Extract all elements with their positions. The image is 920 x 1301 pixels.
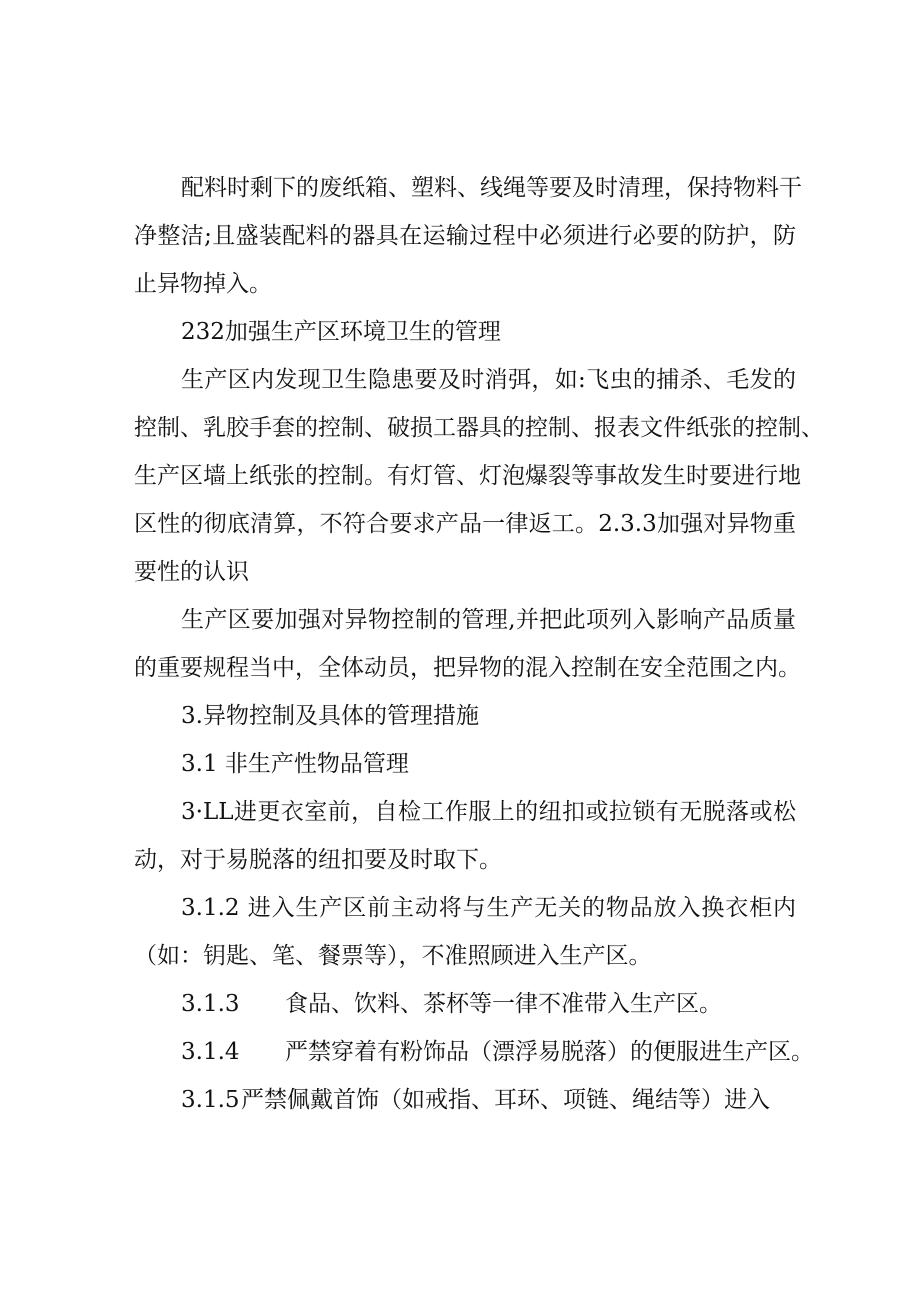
- item-text: 严禁佩戴首饰（如戒指、耳环、项链、绳结等）进入: [241, 1087, 770, 1113]
- paragraph-line: （如：钥匙、笔、餐票等），不准照顾进入生产区。: [134, 943, 652, 969]
- paragraph-line: 配料时剩下的废纸箱、塑料、线绳等要及时清理，保持物料干: [181, 175, 802, 201]
- paragraph-line: 动，对于易脱落的纽扣要及时取下。: [134, 847, 502, 873]
- paragraph-line: 止异物掉入。: [134, 271, 272, 297]
- paragraph-line: 的重要规程当中，全体动员，把异物的混入控制在安全范围之内。: [134, 655, 801, 681]
- item-text: 严禁穿着有粉饰品（漂浮易脱落）的便服进生产区。: [285, 1039, 814, 1065]
- paragraph-line: 生产区要加强对异物控制的管理,并把此项列入影响产品质量: [181, 607, 796, 633]
- item-number: 3.1.4: [181, 1039, 240, 1065]
- list-item: [181, 1037, 814, 1067]
- item-number: 3.1.5: [181, 1087, 240, 1113]
- paragraph-line: 控制、乳胶手套的控制、破损工器具的控制、报表文件纸张的控制、: [134, 415, 824, 441]
- paragraph-line: 3.1.2 进入生产区前主动将与生产无关的物品放入换衣柜内: [181, 895, 796, 921]
- item-number: 3.1.3: [181, 991, 240, 1017]
- subsection-heading: 3.1 非生产性物品管理: [181, 751, 409, 777]
- item-text: 食品、饮料、茶杯等一律不准带入生产区。: [285, 991, 722, 1017]
- paragraph-line: 生产区墙上纸张的控制。有灯管、灯泡爆裂等事故发生时要进行地: [134, 463, 801, 489]
- list-item: [181, 989, 722, 1019]
- list-item: [181, 1085, 770, 1115]
- paragraph-line: 区性的彻底清算，不符合要求产品一律返工。2.3.3加强对异物重: [134, 511, 796, 537]
- paragraph-line: 净整洁;且盛装配料的器具在运输过程中必须进行必要的防护，防: [134, 223, 796, 249]
- paragraph-line: 3·LL进更衣室前，自检工作服上的纽扣或拉锁有无脱落或松: [181, 799, 796, 825]
- paragraph-line: 要性的认识: [134, 559, 249, 585]
- section-heading: 232加强生产区环境卫生的管理: [181, 319, 501, 345]
- paragraph-line: 生产区内发现卫生隐患要及时消弭，如:飞虫的捕杀、毛发的: [181, 367, 796, 393]
- section-heading: 3.异物控制及具体的管理措施: [181, 703, 479, 729]
